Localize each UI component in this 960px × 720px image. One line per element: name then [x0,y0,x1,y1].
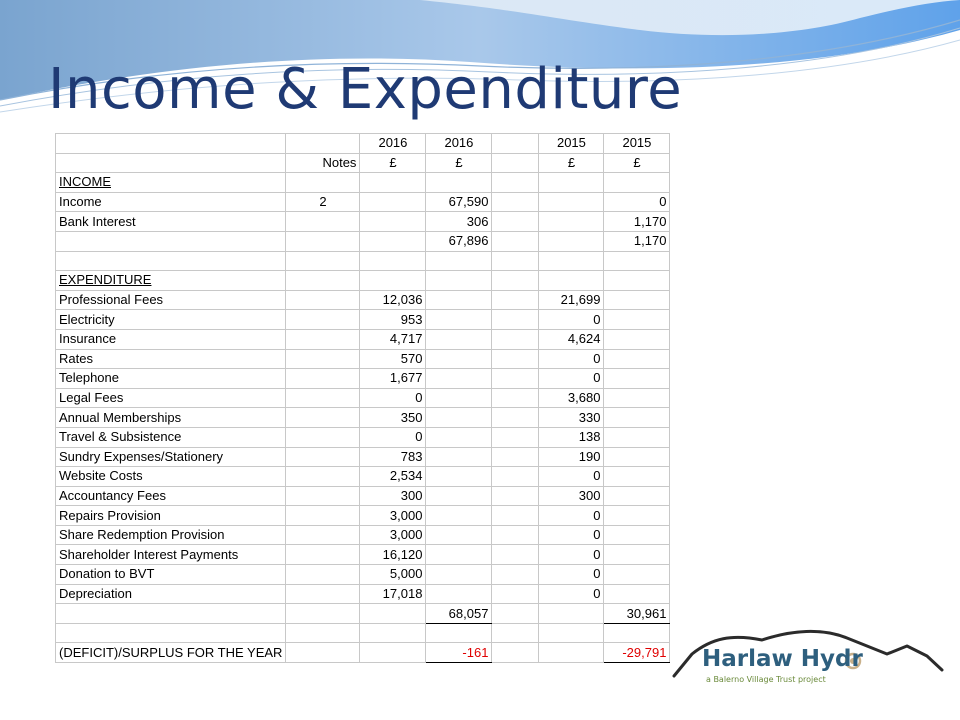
cell-c2015a [539,349,604,369]
cell-c2016a [360,565,426,585]
cell-c2016a [360,467,426,487]
slide-title: Income & Expenditure [48,57,683,122]
spacer-cell [492,369,539,389]
table-row [56,192,670,212]
cell-label [56,369,286,389]
cell-label [56,486,286,506]
cell-c2015b [604,486,670,506]
logo-name: Harlaw Hydr [702,646,863,672]
cell-c2015a [539,643,604,663]
table-row [56,643,670,663]
cell-value: 2015 [622,135,652,151]
cell-c2015a [539,408,604,428]
cell-notes [286,173,360,193]
cell-c2016a [360,290,426,310]
spacer-cell [492,173,539,193]
table-row [56,310,670,330]
cell-c2015b [604,349,670,369]
cell-value: 67,590 [448,194,489,210]
cell-c2016b [426,545,492,565]
table-row [56,604,670,624]
cell-c2015b [604,643,670,663]
cell-value: 570 [400,350,423,366]
cell-c2016a [360,173,426,193]
cell-c2016b [426,584,492,604]
income-expenditure-table [55,133,670,663]
cell-notes [286,271,360,291]
cell-notes [286,623,360,643]
cell-value: 0 [593,566,601,582]
spacer-cell [492,271,539,291]
spacer-cell [492,251,539,271]
cell-c2016a [360,212,426,232]
row-label: Share Redemption Provision [59,527,225,543]
cell-c2015a [539,290,604,310]
cell-notes [286,604,360,624]
table-row [56,153,670,173]
cell-c2016a [360,271,426,291]
row-label: Annual Memberships [59,409,182,425]
cell-c2016a [360,447,426,467]
cell-c2016b [426,525,492,545]
spacer-cell [492,192,539,212]
cell-c2016b [426,427,492,447]
cell-c2016a [360,134,426,154]
spacer-cell [492,231,539,251]
cell-label [56,329,286,349]
spacer-cell [492,545,539,565]
row-label: Insurance [59,331,117,347]
cell-value: 2015 [556,135,586,151]
cell-c2015b [604,525,670,545]
cell-notes [286,467,360,487]
cell-c2016b [426,231,492,251]
cell-c2016b [426,447,492,467]
cell-label [56,153,286,173]
cell-notes [286,251,360,271]
cell-c2015a [539,310,604,330]
cell-value: 0 [593,350,601,366]
cell-c2016b [426,349,492,369]
row-label: Income [59,194,102,210]
cell-notes [286,486,360,506]
row-label: Bank Interest [59,213,136,229]
cell-c2016b [426,271,492,291]
cell-value: 330 [578,409,601,425]
cell-value: 17,018 [382,585,423,601]
cell-label [56,271,286,291]
cell-value: 350 [400,409,423,425]
cell-label [56,467,286,487]
cell-label [56,212,286,232]
row-label: Website Costs [59,468,143,484]
cell-value: -29,791 [622,644,667,660]
spacer-cell [492,643,539,663]
cell-c2015b [604,565,670,585]
cell-c2015b [604,271,670,291]
cell-value: 0 [415,429,423,445]
table-row [56,173,670,193]
cell-value: 4,624 [567,331,601,347]
table-row [56,623,670,643]
cell-c2016a [360,251,426,271]
cell-c2015a [539,486,604,506]
row-label: EXPENDITURE [59,272,152,288]
cell-c2015b [604,584,670,604]
cell-c2016a [360,153,426,173]
table-row [56,349,670,369]
cell-label [56,231,286,251]
cell-notes [286,427,360,447]
cell-value: 783 [400,448,423,464]
cell-value: 21,699 [560,292,601,308]
cell-value: 3,000 [389,507,423,523]
cell-c2015a [539,545,604,565]
cell-value: £ [389,154,397,170]
row-label: Donation to BVT [59,566,155,582]
cell-c2015a [539,231,604,251]
cell-c2015b [604,604,670,624]
cell-c2015b [604,388,670,408]
cell-value: 0 [659,194,667,210]
cell-c2015a [539,388,604,408]
cell-value: 2 [319,194,327,210]
spacer-cell [492,388,539,408]
cell-notes [286,212,360,232]
cell-c2015b [604,329,670,349]
cell-label [56,290,286,310]
cell-notes [286,134,360,154]
cell-c2016b [426,290,492,310]
cell-c2016a [360,486,426,506]
cell-label [56,134,286,154]
cell-c2016a [360,408,426,428]
cell-c2016a [360,545,426,565]
cell-c2016b [426,486,492,506]
cell-value: 30,961 [626,605,667,621]
cell-label [56,545,286,565]
cell-label [56,643,286,663]
cell-value: 16,120 [382,546,423,562]
cell-c2015b [604,153,670,173]
cell-value: 306 [466,213,489,229]
row-label: Professional Fees [59,292,164,308]
cell-notes [286,231,360,251]
cell-c2016a [360,623,426,643]
cell-c2016b [426,173,492,193]
spacer-cell [492,604,539,624]
cell-c2016b [426,134,492,154]
cell-c2016b [426,388,492,408]
cell-notes [286,369,360,389]
cell-value: 0 [415,390,423,406]
cell-c2016a [360,369,426,389]
row-label: Rates [59,350,93,366]
cell-value: 1,170 [633,233,667,249]
cell-c2016a [360,525,426,545]
table-row [56,525,670,545]
cell-c2016b [426,329,492,349]
cell-c2015a [539,467,604,487]
cell-value: 0 [593,527,601,543]
cell-c2015a [539,212,604,232]
spacer-cell [492,506,539,526]
spacer-cell [492,329,539,349]
cell-c2016a [360,643,426,663]
cell-value: £ [567,154,576,170]
cell-notes [286,525,360,545]
cell-value: 300 [578,487,601,503]
cell-label [56,310,286,330]
cell-c2015b [604,623,670,643]
row-label: INCOME [59,174,111,190]
cell-notes [286,408,360,428]
spacer-cell [492,134,539,154]
cell-c2015a [539,251,604,271]
cell-value: 0 [593,585,601,601]
cell-c2015a [539,447,604,467]
cell-notes [286,329,360,349]
cell-value: 0 [593,468,601,484]
cell-c2016b [426,604,492,624]
cell-c2016a [360,349,426,369]
spacer-cell [492,153,539,173]
cell-value: 0 [593,507,601,523]
cell-c2015b [604,506,670,526]
table-row [56,467,670,487]
cell-value: 3,000 [389,527,423,543]
cell-c2015a [539,329,604,349]
table-row [56,565,670,585]
cell-c2016b [426,212,492,232]
harlaw-hydro-logo [672,626,944,690]
table-row [56,231,670,251]
table-row [56,388,670,408]
cell-label [56,525,286,545]
row-label: Repairs Provision [59,507,161,523]
spacer-cell [492,212,539,232]
cell-value: 67,896 [448,233,489,249]
cell-value: 953 [400,311,423,327]
row-label: Legal Fees [59,390,124,406]
cell-value: 2016 [378,135,408,151]
cell-notes [286,290,360,310]
cell-c2016b [426,565,492,585]
cell-label [56,251,286,271]
cell-notes [286,565,360,585]
spacer-cell [492,486,539,506]
cell-notes [286,388,360,408]
table-row [56,290,670,310]
table-row [56,369,670,389]
cell-value: 5,000 [389,566,423,582]
table-row [56,408,670,428]
cell-c2016b [426,192,492,212]
cell-c2015a [539,604,604,624]
cell-notes [286,310,360,330]
row-label: Accountancy Fees [59,487,166,503]
cell-value: 1,677 [389,370,423,386]
cell-c2016b [426,153,492,173]
cell-label [56,408,286,428]
cell-c2015a [539,271,604,291]
spacer-cell [492,349,539,369]
cell-notes [286,192,360,212]
cell-notes [286,545,360,565]
cell-notes [286,349,360,369]
table-row [56,134,670,154]
cell-c2015b [604,173,670,193]
cell-c2015b [604,310,670,330]
cell-c2015a [539,506,604,526]
cell-c2015b [604,427,670,447]
cell-value: 138 [578,429,601,445]
cell-label [56,447,286,467]
cell-c2015b [604,231,670,251]
cell-c2016a [360,231,426,251]
row-label: Electricity [59,311,115,327]
cell-c2016b [426,369,492,389]
cell-c2015a [539,623,604,643]
cell-label [56,506,286,526]
cell-c2016b [426,408,492,428]
spacer-cell [492,290,539,310]
cell-c2016a [360,192,426,212]
cell-notes [286,506,360,526]
cell-c2015a [539,584,604,604]
cell-label [56,349,286,369]
cell-c2015b [604,467,670,487]
cell-c2015a [539,565,604,585]
cell-value: 2,534 [389,468,423,484]
cell-value: 300 [400,487,423,503]
cell-value: 0 [593,311,601,327]
spacer-cell [492,467,539,487]
cell-c2015b [604,408,670,428]
spacer-cell [492,408,539,428]
cell-c2016b [426,467,492,487]
cell-c2015a [539,525,604,545]
cell-label [56,623,286,643]
cell-c2015b [604,192,670,212]
logo-tagline: a Balerno Village Trust project [706,675,826,684]
cell-c2015b [604,545,670,565]
cell-value: 0 [593,546,601,562]
table-row [56,212,670,232]
row-label: Travel & Subsistence [59,429,182,445]
cell-label [56,192,286,212]
cell-c2015b [604,134,670,154]
cell-label [56,604,286,624]
cell-c2016a [360,506,426,526]
cell-c2015b [604,290,670,310]
spacer-cell [492,427,539,447]
table-row [56,329,670,349]
cell-c2016b [426,310,492,330]
row-label: Depreciation [59,585,132,601]
cell-c2015a [539,153,604,173]
cell-c2015a [539,134,604,154]
cell-c2016a [360,310,426,330]
cell-c2015a [539,173,604,193]
table-row [56,447,670,467]
cell-c2016a [360,604,426,624]
row-label: (DEFICIT)/SURPLUS FOR THE YEAR [59,644,283,660]
cell-c2016a [360,388,426,408]
table-row [56,584,670,604]
cell-c2015a [539,427,604,447]
cell-value: 0 [593,370,601,386]
spacer-cell [492,525,539,545]
cell-c2015a [539,192,604,212]
row-label: Telephone [59,370,119,386]
cell-value: 68,057 [448,605,489,621]
cell-c2015b [604,251,670,271]
cell-c2016b [426,251,492,271]
cell-label [56,173,286,193]
spacer-cell [492,584,539,604]
cell-c2016b [426,506,492,526]
cell-value: 12,036 [382,292,423,308]
cell-value: 190 [578,448,601,464]
cell-label [56,427,286,447]
row-label: Sundry Expenses/Stationery [59,448,224,464]
cell-value: 1,170 [633,213,667,229]
cell-notes [286,447,360,467]
cell-value: Notes [322,154,357,170]
row-label: Shareholder Interest Payments [59,546,239,562]
cell-c2016a [360,584,426,604]
cell-value: 4,717 [389,331,423,347]
table-row [56,427,670,447]
cell-c2016a [360,427,426,447]
cell-notes [286,584,360,604]
table-row [56,545,670,565]
table-row [56,486,670,506]
cell-value: 2016 [444,135,474,151]
cell-c2016a [360,329,426,349]
cell-label [56,565,286,585]
cell-value: -161 [462,644,489,660]
cell-c2015b [604,212,670,232]
cell-value: £ [633,154,641,170]
cell-c2015b [604,369,670,389]
spacer-cell [492,310,539,330]
cell-c2016b [426,623,492,643]
table-row [56,251,670,271]
cell-c2016b [426,643,492,663]
cell-value: 3,680 [567,390,601,406]
cell-label [56,584,286,604]
table-row [56,506,670,526]
cell-notes [286,153,360,173]
spacer-cell [492,565,539,585]
cell-c2015b [604,447,670,467]
spacer-cell [492,623,539,643]
cell-value: £ [455,154,463,170]
cell-label [56,388,286,408]
cell-c2015a [539,369,604,389]
table-row [56,271,670,291]
spacer-cell [492,447,539,467]
cell-notes [286,643,360,663]
